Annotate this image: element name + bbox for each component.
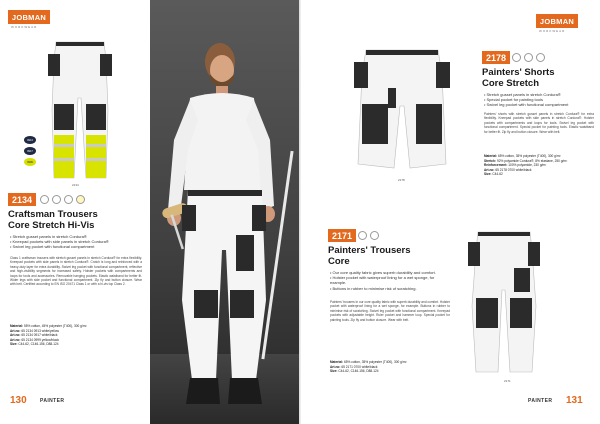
spec-row: Art.no: 65 2134 0917 white/black: [10, 333, 58, 338]
bullet-item: • Buttons in rubber to minimise risk of scratching.: [330, 286, 450, 291]
hivis-class-icon: [76, 195, 85, 204]
right-product-title-a: [482, 68, 554, 89]
right-page-number: 131: [566, 395, 583, 406]
right-bullets-b: [330, 270, 450, 291]
spec-row: Art.no: 65 2171 0700 white/black: [330, 364, 378, 369]
title-line: Craftsman Trousers: [8, 209, 98, 220]
jobman-logo: JOBMAN: [8, 10, 50, 24]
right-page: [300, 0, 600, 424]
bullet-item: • Holster pocket with waterproof lining for a wet sponge, for example.: [330, 275, 450, 285]
logo-subtitle: WORKWEAR: [11, 25, 38, 29]
right-article-number-b: 2171: [328, 229, 356, 242]
spec-row: Stretch: 92% polyamide Cordura®, 8% elastane, 250 g/m²: [484, 158, 568, 163]
left-page-number: 130: [10, 395, 27, 406]
spec-row: Size: C44-62, C146-156, D88-124: [330, 369, 379, 374]
swatch-code: 0999: [27, 160, 33, 164]
bullet-item: • Swivel leg pocket with functional compartment: [484, 102, 594, 107]
spec-row: Material: 55% cotton, 45% polyester (T400), 300 g/m²: [10, 324, 87, 328]
certification-icon: [536, 53, 545, 62]
left-item-code: 2134: [72, 183, 79, 187]
spec-row: Size: C44-62, C146-156, D88-124: [10, 342, 59, 347]
left-product-title: [8, 210, 98, 231]
bullet-item: • Swivel leg pocket with functional compartment: [10, 244, 140, 249]
painter-model-figure: [150, 0, 300, 424]
bullet-item: • Special pocket for painting tools: [484, 97, 594, 102]
bullet-item: • Stretch gusset panels in stretch Cordura®: [484, 92, 594, 97]
swatch-code: 0913: [27, 138, 33, 142]
spec-row: Art.no: 65 2134 0913 white/yellow: [10, 328, 59, 333]
swatch-0913[interactable]: [24, 136, 36, 144]
left-description: Class 1 craftsman trousers with stretch gusset panels in stretch Cordura® for extra flexibility. Kneepad pockets with side panels in stretch Cordura®. Crotch is long and reinforced with a heavy-duty layer for extra durability. Swivel leg pocket with functional compartment, reflective and high-visibility segments for increased safety. Holster pockets with compartments and loops for tools and accessories. Removable hanging pockets. Elastic waistband for better fit. Wider legs with side pocket and functional compartment. Zip fly and button closure. Wear with belt. Certified according to EN ISO 20471 Class 1 or with a hi-vis top Class 2.: [10, 256, 142, 287]
right-article-number-a: 2178: [482, 51, 510, 64]
model-photo: [150, 0, 300, 424]
painters-shorts-image: [354, 44, 450, 174]
book-spine: [299, 0, 301, 424]
right-specs-b: [330, 360, 452, 374]
right-product-title-b: [328, 246, 411, 267]
certification-icon: [40, 195, 49, 204]
certification-icon: [512, 53, 521, 62]
swatch-0999[interactable]: [24, 158, 36, 166]
certification-icon: [52, 195, 61, 204]
spec-row: Reinforcement: 100% polyamide, 230 g/m²: [484, 163, 547, 168]
right-item-code-b: 2171: [504, 379, 511, 383]
spec-row: Art.no: 65 2134 0999 yellow/black: [10, 337, 59, 342]
certification-icon: [64, 195, 73, 204]
spec-row: Size: C44-62: [484, 172, 503, 177]
right-footer-label: PAINTER: [528, 398, 553, 404]
right-bullets-a: [484, 92, 594, 108]
left-bullets: [10, 234, 140, 250]
spec-row: Material: 65% cotton, 35% polyester (T400), 300 g/m²: [330, 360, 407, 364]
spec-row: Material: 65% cotton, 35% polyester (T400), 300 g/m²: [484, 154, 561, 158]
title-line: Painters' Trousers: [328, 245, 411, 256]
right-item-code-a: 2178: [398, 178, 405, 182]
title-line: Core Stretch Hi-Vis: [8, 219, 95, 231]
certification-icon: [524, 53, 533, 62]
certification-icon: [358, 231, 367, 240]
hivis-trousers-image: [48, 40, 112, 180]
bullet-item: • Our core quality fabric gives superb durability and comfort.: [330, 270, 450, 275]
spec-row: Art.no: 65 2178 0700 white/black: [484, 167, 532, 172]
left-footer-label: PAINTER: [40, 398, 65, 404]
right-description-a: Painters' shorts with stretch gusset panels in stretch Cordura® for extra flexibility. Kneepad pockets with side panels in stretch Cordura®. Holster pockets with compartments and loops for tools. Swivel leg pocket with functional compartment. Special pocket for painting tools. Elastic waistband for better fit. Zip fly and button closure. Wear with belt.: [484, 112, 594, 134]
jobman-logo: JOBMAN: [536, 14, 578, 28]
swatch-0917[interactable]: [24, 147, 36, 155]
right-specs-a: [484, 154, 596, 177]
left-article-number: 2134: [8, 193, 36, 206]
bullet-item: • Kneepad pockets with side panels in stretch Cordura®: [10, 239, 140, 244]
painters-trousers-image: [468, 228, 540, 376]
right-description-b: Painters' trousers in our core quality fabric with superb durability and comfort. Holster pocket with waterproof lining for a wet sponge, for example. Buttons in rubber to minimise risk of scratching. Swivel leg pocket with functional compartment. Kneepad pockets with adjustable height. Ruler pocket and hammer loop. Special pocket for painting tools. Zip fly and button closure. Wear with belt.: [330, 300, 450, 322]
bullet-item: • Stretch gusset panels in stretch Cordura®: [10, 234, 140, 239]
logo-subtitle: WORKWEAR: [539, 29, 566, 33]
swatch-code: 0917: [27, 149, 33, 153]
title-line: Core Stretch: [482, 77, 540, 89]
title-line: Painters' Shorts: [482, 67, 555, 78]
certification-icon: [370, 231, 379, 240]
left-specs: [10, 324, 142, 347]
title-line: Core: [328, 255, 350, 267]
